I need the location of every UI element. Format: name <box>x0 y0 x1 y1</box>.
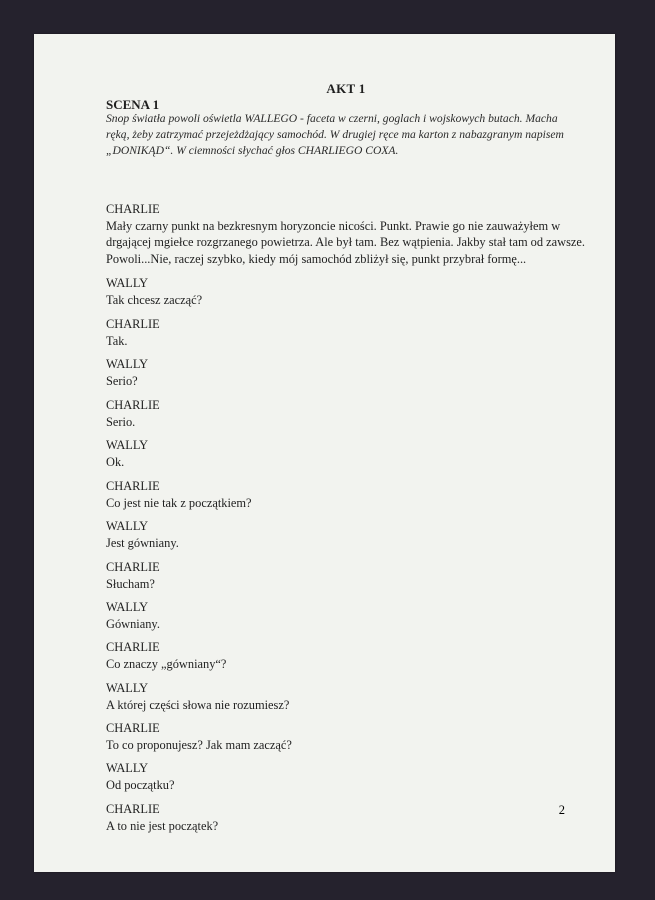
speaker-name: WALLY <box>106 681 149 695</box>
dialogue-line: Ok. <box>106 454 125 469</box>
dialogue-line: Tak chcesz zacząć? <box>106 292 203 307</box>
dialogue-block <box>106 760 586 793</box>
dialogue-line: Gówniany. <box>106 616 160 631</box>
dialogue-block <box>106 720 586 753</box>
speaker-name: CHARLIE <box>106 479 160 493</box>
speaker-name: CHARLIE <box>106 398 160 412</box>
speaker-name: CHARLIE <box>106 802 160 816</box>
speaker-name: WALLY <box>106 276 149 290</box>
dialogue-line: To co proponujesz? Jak mam zacząć? <box>106 737 292 752</box>
speaker-name: WALLY <box>106 761 149 775</box>
dialogue-block <box>106 639 586 672</box>
page-number: 2 <box>558 803 565 817</box>
dialogue-line: Słucham? <box>106 576 155 591</box>
dialogue-block <box>106 201 589 267</box>
dialogue-line: A to nie jest początek? <box>106 818 219 833</box>
dialogue-line: Co jest nie tak z początkiem? <box>106 495 252 510</box>
dialogue-line: Tak. <box>106 333 128 348</box>
speaker-name: WALLY <box>106 438 149 452</box>
dialogue-block <box>106 316 586 349</box>
dialogue-line: Serio. <box>106 414 136 429</box>
dialogue-block <box>106 801 586 834</box>
dialogue-block <box>106 680 586 713</box>
speaker-name: WALLY <box>106 357 149 371</box>
dialogue-line: A której części słowa nie rozumiesz? <box>106 697 290 712</box>
dialogue-line: Od początku? <box>106 777 175 792</box>
speaker-name: CHARLIE <box>106 317 160 331</box>
dialogue-block <box>106 437 586 470</box>
dialogue-block <box>106 559 586 592</box>
speaker-name: CHARLIE <box>106 721 160 735</box>
speaker-name: WALLY <box>106 519 149 533</box>
scene-title: SCENA 1 <box>106 97 160 112</box>
dialogue-block <box>106 599 586 632</box>
stage-direction: Snop światła powoli oświetla WALLEGO - faceta w czerni, goglach i wojskowych butach. Macha ręką, żeby zatrzymać przejeżdżający samochód. W drugiej ręce ma karton z nabazgranym napisem „DONIKĄD“. W ciemności słychać głos CHARLIEGO COXA. <box>106 112 564 157</box>
act-title: AKT 1 <box>326 81 366 96</box>
speaker-name: WALLY <box>106 600 149 614</box>
dialogue-block <box>106 275 586 308</box>
dialogue-block <box>106 397 586 430</box>
dialogue-line: Jest gówniany. <box>106 535 179 550</box>
dialogue-line: Mały czarny punkt na bezkresnym horyzoncie nicości. Punkt. Prawie go nie zauważyłem w drgającej mgiełce rozgrzanego powietrza. Ale był tam. Bez wątpienia. Jakby stał tam od zawsze. Powoli...Nie, raczej szybko, kiedy mój samochód zbliżył się, punkt przybrał formę... <box>106 218 589 266</box>
speaker-name: CHARLIE <box>106 640 160 654</box>
dialogue-line: Co znaczy „gówniany“? <box>106 656 227 671</box>
dialogue-line: Serio? <box>106 373 138 388</box>
speaker-name: CHARLIE <box>106 560 160 574</box>
dialogue-block <box>106 356 586 389</box>
dialogue-block <box>106 518 586 551</box>
speaker-name: CHARLIE <box>106 202 160 216</box>
dialogue-block <box>106 478 586 511</box>
script-page <box>34 34 615 872</box>
